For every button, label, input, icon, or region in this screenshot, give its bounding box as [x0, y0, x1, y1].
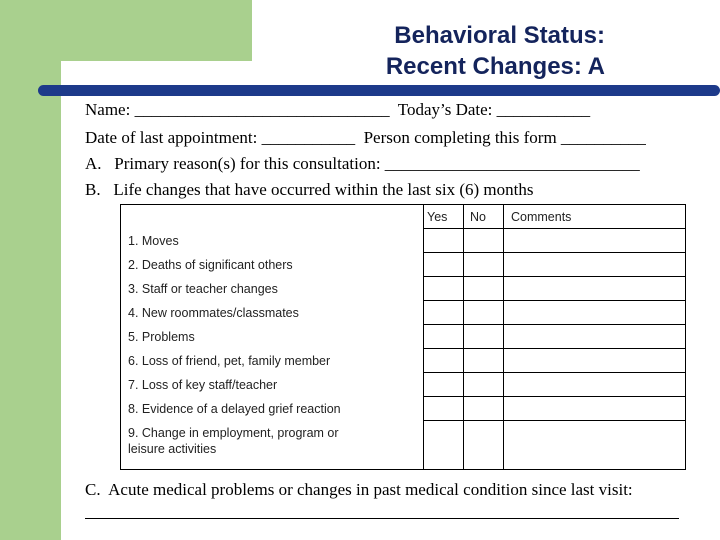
grid-line	[423, 324, 685, 325]
answer-line	[85, 518, 679, 519]
top-accent-bar	[0, 0, 252, 61]
row-delayed-grief: 8. Evidence of a delayed grief reaction	[128, 402, 341, 416]
life-changes-table	[120, 204, 686, 470]
row-problems: 5. Problems	[128, 330, 195, 344]
grid-line	[423, 300, 685, 301]
row-deaths: 2. Deaths of significant others	[128, 258, 293, 272]
grid-line	[423, 420, 685, 421]
grid-line	[423, 348, 685, 349]
slide-title	[300, 20, 605, 82]
grid-line	[423, 252, 685, 253]
section-b-line: B. Life changes that have occurred within the last six (6) months	[85, 180, 534, 199]
title-divider-bar	[38, 85, 720, 96]
comments-header: Comments	[511, 210, 572, 224]
grid-line	[423, 276, 685, 277]
grid-line	[423, 372, 685, 373]
comments-column-divider	[503, 205, 504, 469]
no-header: No	[470, 210, 486, 224]
title-line-1: Behavioral Status:	[394, 22, 605, 49]
row-employment-change: 9. Change in employment, program or leisure activities	[128, 426, 339, 456]
no-column-divider	[463, 205, 464, 469]
name-date-line: Name: ______________________________ Today’s Date: ___________	[85, 100, 591, 119]
row-moves: 1. Moves	[128, 234, 179, 248]
row-loss-of-key-staff: 7. Loss of key staff/teacher	[128, 378, 278, 392]
yes-header: Yes	[427, 210, 448, 224]
row-new-roommates: 4. New roommates/classmates	[128, 306, 299, 320]
appointment-line: Date of last appointment: ___________ Person completing this form __________	[85, 128, 646, 147]
grid-line	[423, 396, 685, 397]
left-accent-bar	[0, 0, 61, 540]
section-c-line: C. Acute medical problems or changes in past medical condition since last visit:	[85, 480, 633, 499]
grid-line	[423, 228, 685, 229]
row-staff-changes: 3. Staff or teacher changes	[128, 282, 278, 296]
row-loss-of-friend: 6. Loss of friend, pet, family member	[128, 354, 331, 368]
yes-column-divider	[423, 205, 424, 469]
section-a-line: A. Primary reason(s) for this consultation: ______________________________	[85, 154, 640, 173]
title-line-2: Recent Changes: A	[385, 53, 605, 80]
